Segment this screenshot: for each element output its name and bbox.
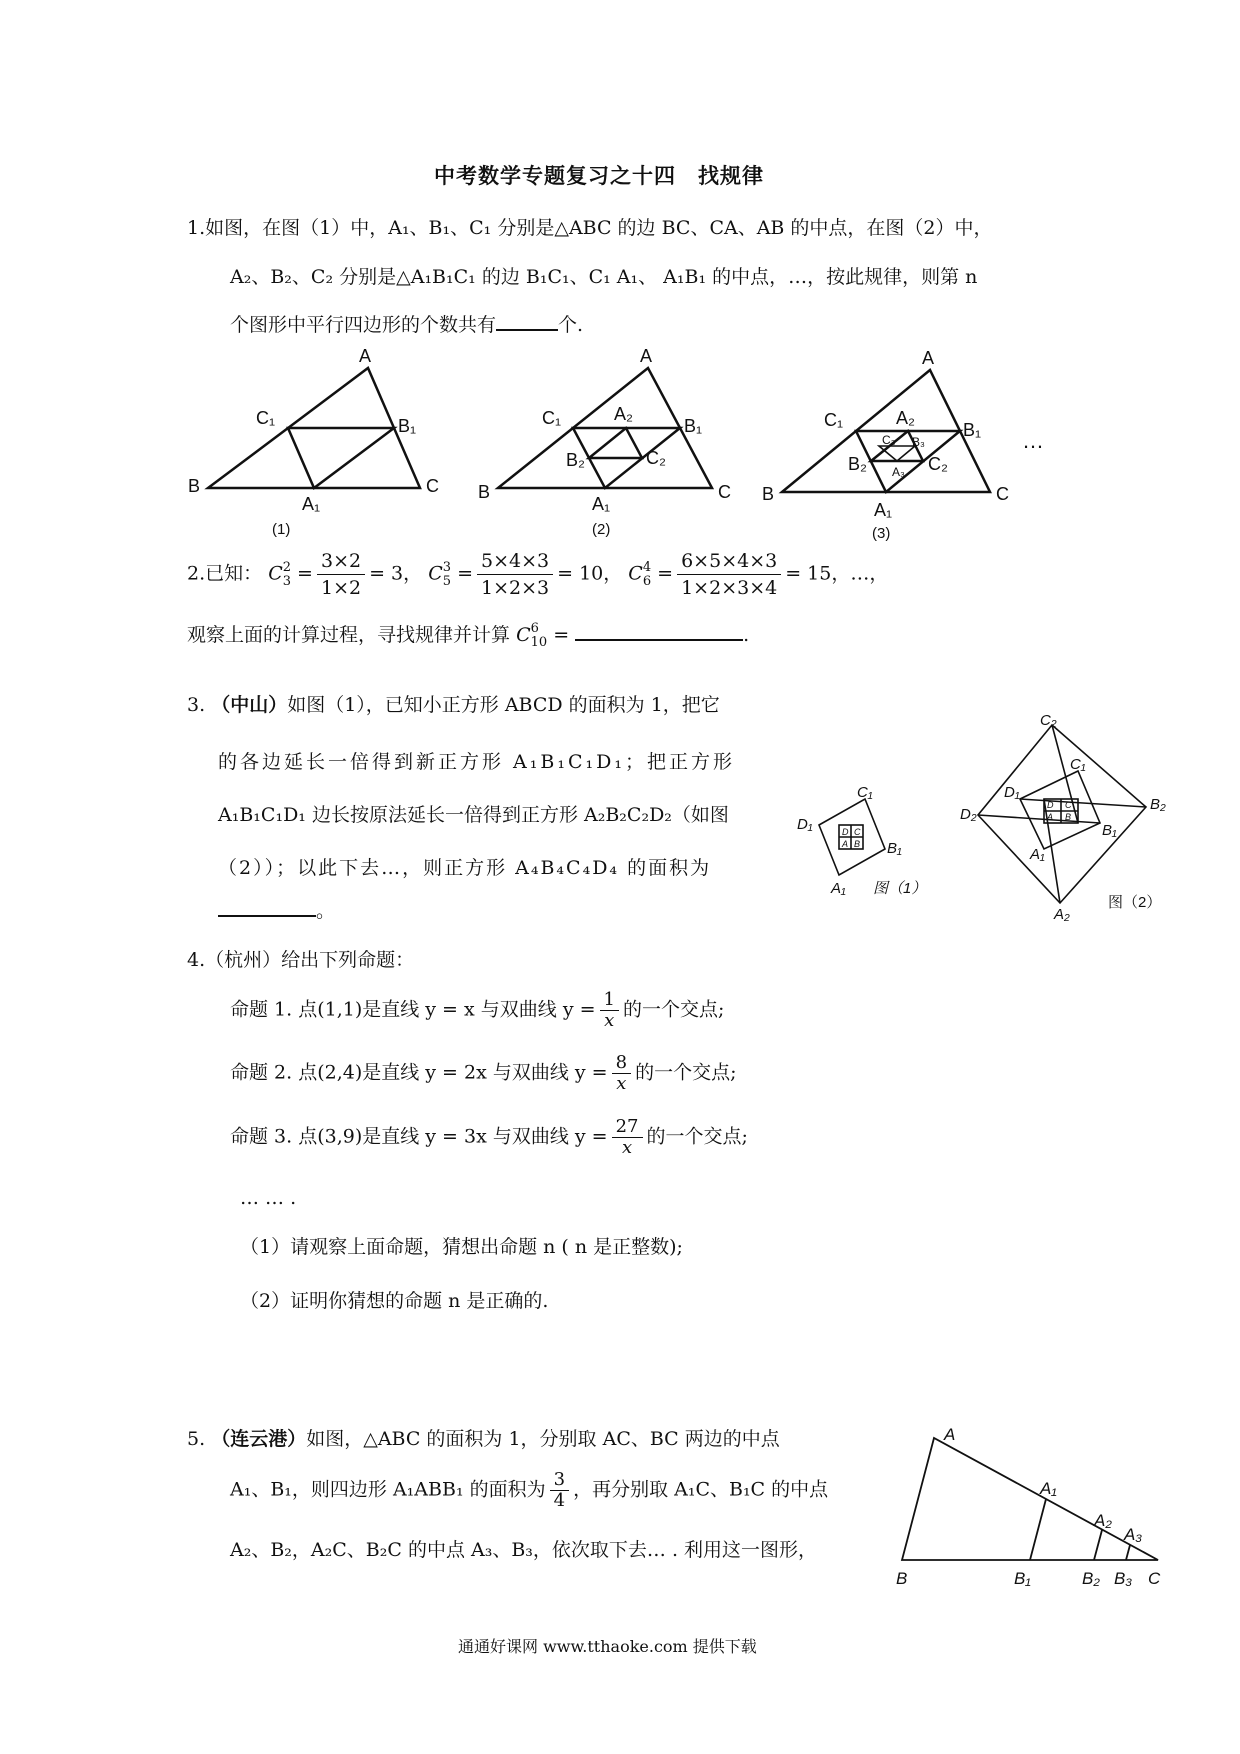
q1-f3-label-B: B [762,484,775,504]
q4-p2-pre: 命题 2. 点(2,4)是直线 y = 2x 与双曲线 y = [230,1061,608,1084]
q3-f1-label-B: B [854,839,861,849]
q2-e1-symbol: C [268,562,283,585]
q3-line2: 的各边延长一倍得到新正方形 A₁B₁C₁D₁；把正方形 [218,751,735,773]
q5-label-A3: A₃ [1124,1525,1143,1544]
q3-f2-label-A1: A₁ [1030,846,1045,863]
q3-f1-caption: 图（1） [873,880,927,897]
q2-e1-fraction [317,548,365,601]
q5-label-A2: A₂ [1094,1511,1112,1530]
q1-f2-label-A2: A₂ [614,404,633,424]
q5-segment-A3B3 [1126,1545,1130,1560]
q2-e4-symbol: C [516,624,531,646]
q3-f2-label-D: D [1047,800,1054,810]
q5-label-B1: B₁ [1014,1569,1031,1588]
q1-fig-continuation: … [1022,428,1044,453]
q2-e1-num: 3×2 [317,548,365,575]
q1-f1-label-C1: C₁ [256,408,276,428]
q1-figures [180,340,1070,550]
q3-f2-label-B2: B₂ [1150,796,1166,813]
q3-line5-post: 。 [316,900,336,922]
q5-line3: A₂、B₂，A₂C、B₂C 的中点 A₃、B₃，依次取下去… . 利用这一图形， [230,1539,818,1561]
q1-f3-label-B1: B₁ [963,420,982,440]
q3-f2-label-C: C [1065,800,1072,810]
q4-p2-fraction [612,1053,631,1094]
q1-line3-post: 个. [558,314,584,336]
q4-p1-fraction [600,990,619,1031]
q5-source: （连云港） [211,1428,307,1450]
q1-line2: A₂、B₂、C₂ 分别是△A₁B₁C₁ 的边 B₁C₁、C₁ A₁、 A₁B₁ 的中点，…，按此规律，则第 n [230,266,978,288]
q2-e3-sub: 6 [642,573,652,589]
q3-f2-label-C2: C₂ [1040,713,1057,729]
q2-line2-post: . [743,624,750,646]
q3-line4: （2））；以此下去…，则正方形 A₄B₄C₄D₄ 的面积为 [218,857,712,879]
q5-line2-pre: A₁、B₁，则四边形 A₁ABB₁ 的面积为 [230,1478,546,1501]
q5-frac-num: 3 [550,1470,569,1491]
q1-f3-label-A3: A₃ [892,465,905,479]
q2-line2: 观察上面的计算过程，寻找规律并计算 C 6 10 = . [187,621,750,650]
q2-e3-den: 1×2×3×4 [681,577,778,599]
q4-p1-post: 的一个交点; [622,998,725,1021]
q5-label-A1: A₁ [1040,1479,1057,1498]
q3-f2-caption: 图（2） [1108,894,1162,911]
q3-answer-blank [218,915,316,917]
q3-f1-label-B1: B₁ [887,840,902,857]
q5-segment-A1B1 [1030,1499,1046,1560]
q4-ellipsis: … … . [240,1187,297,1209]
q3-f2-outer-square [978,725,1146,903]
q1-f3-label-C1: C₁ [824,410,844,430]
q1-f1-label-A1: A₁ [302,494,321,514]
q4-p3-post: 的一个交点; [646,1125,748,1148]
q3-line1 [187,690,720,717]
q1-f3-caption: (3) [872,525,891,542]
q5-label-A: A [944,1425,956,1444]
q2-e1-sup: 2 [282,559,292,575]
q2-e2-sup: 3 [442,559,452,575]
q1-f1-label-A: A [359,346,372,366]
q4-p3-num: 27 [612,1117,643,1138]
q1-f2-caption: (2) [592,521,611,538]
q1-f3-label-A2: A₂ [896,408,915,428]
q2-e1-result: = 3， [369,562,423,585]
page-footer: 通通好课网 www.tthaoke.com 提供下载 [458,1637,757,1656]
q1-f3-label-C2: C₂ [928,454,948,474]
q4-p2-post: 的一个交点; [635,1061,737,1084]
q3-figure-2 [960,713,1185,923]
q3-source: （中山） [211,694,288,716]
q1-f3-label-C: C [996,484,1009,504]
q1-line1: 1.如图，在图（1）中，A₁、B₁、C₁ 分别是△ABC 的边 BC、CA、AB 的中点，在图（2）中， [187,217,993,239]
q5-label-B3: B₃ [1114,1569,1133,1588]
q2-e2-symbol: C [428,562,443,585]
page-title: 中考数学专题复习之十四 找规律 [434,163,764,188]
q2-e3-fraction [677,548,781,601]
q4-p2-den: x [616,1073,627,1094]
q2-e2-result: = 10， [557,562,623,585]
q3-f2-label-D1: D₁ [1004,784,1020,801]
q2-line1: 2.已知： C 2 3 = $\frac{3\times 2}{1\times 2}$ = 3， C 3 5 = $\frac{5\times 4\times 3}{1\times 2\times 3}$ = 10， C 4 6 = $\frac{6\times 5\times 4\times 3}{1\times 2\times 3\times 4}$ = 15，…， [187,550,889,599]
q1-f2-label-B1: B₁ [684,416,703,436]
q4-proposition-2 [230,1053,736,1094]
q1-f2-label-C1: C₁ [542,408,562,428]
q2-e3-num: 6×5×4×3 [677,548,781,575]
q4-p3-den: x [621,1137,633,1158]
q1-fig1-mid-triangle [288,428,394,488]
q3-f1-label-C: C [854,827,861,837]
q3-f2-label-A2: A₂ [1054,906,1070,923]
q3-f2-label-B1: B₁ [1102,822,1117,839]
q1-fig2-inner-triangle [589,428,642,458]
q4-head: 4.（杭州）给出下列命题： [187,949,415,971]
q2-e2-den: 1×2×3 [481,577,550,599]
q5-segment-A2B2 [1094,1530,1102,1560]
q2-e1-den: 1×2 [320,577,362,599]
q1-f1-caption: (1) [272,521,291,538]
q3-line5 [218,896,335,923]
q3-f2-label-C1: C₁ [1070,756,1086,773]
q4-sub1: （1）请观察上面命题，猜想出命题 n ( n 是正整数); [240,1236,683,1258]
q2-e3-symbol: C [628,562,643,585]
q3-f2-label-A: A [1047,812,1054,822]
q1-f3-label-A: A [922,348,935,368]
q2-e1-sub: 3 [282,573,292,589]
q1-f2-label-A1: A₁ [592,494,611,514]
q1-f3-label-B3: B₃ [912,435,925,449]
q3-line1-text: 如图（1），已知小正方形 ABCD 的面积为 1，把它 [287,694,720,716]
q3-f1-label-D: D [842,827,849,837]
q5-line2-post: ，再分别取 A₁C、B₁C 的中点 [573,1478,829,1501]
q5-label-B2: B₂ [1082,1569,1100,1588]
q3-f1-label-C1: C₁ [857,785,873,801]
q4-p3-fraction [612,1117,643,1158]
q4-proposition-3 [230,1117,748,1158]
q1-answer-blank [496,329,558,331]
q3-f2-label-B: B [1065,812,1072,822]
q2-prefix: 2.已知： [187,562,263,585]
q3-f2-mid-square [1020,771,1100,849]
q1-f1-label-C: C [426,476,439,496]
q2-line2-pre: 观察上面的计算过程，寻找规律并计算 [187,624,511,646]
q1-f1-label-B1: B₁ [398,416,417,436]
q5-line2 [230,1470,828,1511]
q2-e4-sub: 10 [530,635,548,650]
q3-f2-label-D2: D₂ [960,806,977,823]
q5-fraction [550,1470,569,1511]
q1-fig3-innermost-triangle [879,446,915,461]
q4-sub2: （2）证明你猜想的命题 n 是正确的. [240,1290,549,1312]
q3-line3: A₁B₁C₁D₁ 边长按原法延长一倍得到正方形 A₂B₂C₂D₂（如图 [218,804,729,826]
q2-e3-result: = 15，…， [785,562,889,585]
q1-f2-label-C: C [718,482,731,502]
q5-label-C: C [1148,1569,1161,1588]
q2-e2-fraction [477,548,553,601]
q1-f2-label-B2: B₂ [566,450,585,470]
q1-f2-label-A: A [640,346,653,366]
q2-e2-sub: 5 [442,573,452,589]
q3-f1-label-A: A [842,839,849,849]
q5-number: 5. [187,1428,206,1450]
q5-triangle-ABC [902,1438,1158,1560]
q1-f1-label-B: B [188,476,201,496]
q4-p2-num: 8 [612,1053,631,1074]
q5-frac-den: 4 [553,1490,566,1511]
q1-f3-label-A1: A₁ [874,500,893,520]
q1-f3-label-B2: B₂ [848,454,867,474]
q2-e3-sup: 4 [642,559,652,575]
q1-line3 [230,310,583,337]
q4-p3-pre: 命题 3. 点(3,9)是直线 y = 3x 与双曲线 y = [230,1125,608,1148]
q3-number: 3. [187,694,206,716]
q2-e2-num: 5×4×3 [477,548,553,575]
q1-line3-pre: 个图形中平行四边形的个数共有 [230,314,497,336]
q2-e4-sup: 6 [530,621,539,636]
q1-f2-label-B: B [478,482,491,502]
q3-figure-1 [795,785,945,910]
q4-p1-num: 1 [600,990,619,1011]
q1-f2-label-C2: C₂ [646,448,666,468]
q5-line1 [187,1424,780,1451]
q5-line1-text: 如图，△ABC 的面积为 1，分别取 AC、BC 两边的中点 [306,1428,780,1450]
q3-f1-label-A1: A₁ [831,880,846,897]
q4-p1-den: x [604,1010,615,1031]
q2-answer-blank [575,639,743,641]
q3-f1-label-D1: D₁ [797,816,813,833]
q4-p1-pre: 命题 1. 点(1,1)是直线 y = x 与双曲线 y = [230,998,596,1021]
q5-figure [890,1420,1170,1595]
q5-label-B: B [896,1569,908,1588]
q1-f3-label-C3: C₃ [882,433,896,447]
q4-proposition-1 [230,990,724,1031]
